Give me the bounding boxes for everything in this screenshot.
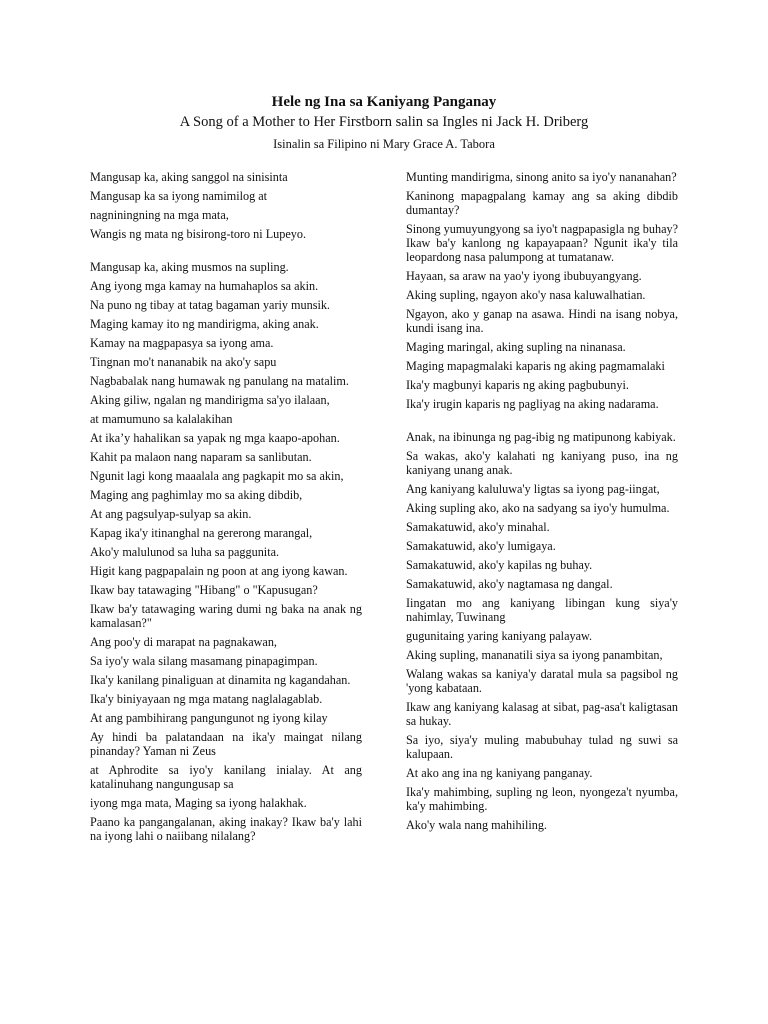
poem-line: At ang pambihirang pangungunot ng iyong kilay (90, 711, 328, 725)
poem-line: At ang pagsulyap-sulyap sa akin. (90, 507, 252, 521)
poem-line: Sa iyo, siya'y muling mabubuhay tulad ng suwi sa kalupaan. (406, 733, 678, 761)
poem-line: Ika'y kanilang pinaliguan at dinamita ng kagandahan. (90, 673, 351, 687)
poem-line: Ngunit lagi kong maaalala ang pagkapit mo sa akin, (90, 469, 344, 483)
poem-line: Sa iyo'y wala silang masamang pinapagimpan. (90, 654, 318, 668)
poem-line: Ika'y biniyayaan ng mga matang naglalagablab. (90, 692, 323, 706)
poem-line: Ikaw ang kaniyang kalasag at sibat, pag-asa't kaligtasan sa hukay. (406, 700, 678, 728)
poem-line: Kaninong mapagpalang kamay ang sa aking dibdib dumantay? (406, 189, 678, 217)
poem-line: Ika'y mahimbing, supling ng leon, nyongeza't nyumba, ka'y mahimbing. (406, 785, 678, 813)
poem-line: Ang poo'y di marapat na pagnakawan, (90, 635, 277, 649)
poem-line: Kapag ika'y itinanghal na gererong marangal, (90, 526, 313, 540)
stanza-break (406, 416, 678, 430)
poem-line: Ako'y wala nang mahihiling. (406, 818, 547, 832)
poem-line: Ay hindi ba palatandaan na ika'y maingat nilang pinanday? Yaman ni Zeus (90, 730, 362, 758)
translator-credit: Isinalin sa Filipino ni Mary Grace A. Tabora (273, 137, 495, 151)
poem-line: Maging ang paghimlay mo sa aking dibdib, (90, 488, 303, 502)
poem-line: At ako ang ina ng kaniyang panganay. (406, 766, 593, 780)
poem-line: Aking giliw, ngalan ng mandirigma sa'yo ilalaan, (90, 393, 330, 407)
poem-line: Maging mapagmalaki kaparis ng aking pagmamalaki (406, 359, 665, 373)
poem-line: Maging kamay ito ng mandirigma, aking anak. (90, 317, 319, 331)
poem-line: Ika'y irugin kaparis ng pagliyag na aking nadarama. (406, 397, 659, 411)
poem-line: Ikaw ba'y tatawaging waring dumi ng baka na anak ng kamalasan?" (90, 602, 362, 630)
poem-line: Samakatuwid, ako'y lumigaya. (406, 539, 556, 553)
poem-line: Ngayon, ako y ganap na asawa. Hindi na isang nobya, kundi isang ina. (406, 307, 678, 335)
poem-line: Anak, na ibinunga ng pag-ibig ng matipunong kabiyak. (406, 430, 676, 444)
poem-line: Mangusap ka, aking musmos na supling. (90, 260, 289, 274)
poem-line: Samakatuwid, ako'y nagtamasa ng dangal. (406, 577, 613, 591)
poem-line: Hayaan, sa araw na yao'y iyong ibubuyangyang. (406, 269, 642, 283)
poem-line: Walang wakas sa kaniya'y daratal mula sa pagsibol ng 'yong kabataan. (406, 667, 678, 695)
left-column (90, 170, 362, 848)
poem-line: Ang kaniyang kaluluwa'y ligtas sa iyong pag-iingat, (406, 482, 660, 496)
poem-line: Paano ka pangangalanan, aking inakay? Ikaw ba'y lahi na iyong lahi o naiibang nilalang? (90, 815, 362, 843)
poem-line: Wangis ng mata ng bisirong-toro ni Lupeyo. (90, 227, 306, 241)
poem-line: Kamay na magpapasya sa iyong ama. (90, 336, 274, 350)
poem-line: gugunitaing yaring kaniyang palayaw. (406, 629, 593, 643)
stanza-break (90, 246, 362, 260)
poem-line: Samakatuwid, ako'y minahal. (406, 520, 550, 534)
poem-line: Mangusap ka sa iyong namimilog at (90, 189, 268, 203)
document-title: Hele ng Ina sa Kaniyang Panganay (271, 94, 497, 110)
poem-line: Sinong yumuyungyong sa iyo't nagpapasigla ng buhay? Ikaw ba'y kanlong ng kapayapaan? Ngunit ika'y tila leopardong nasa palumpong at tumatanaw. (406, 222, 678, 264)
poem-line: Munting mandirigma, sinong anito sa iyo'y nananahan? (406, 170, 677, 184)
poem-line: Sa wakas, ako'y kalahati ng kaniyang puso, ina ng kaniyang unang anak. (406, 449, 678, 477)
poem-line: Iingatan mo ang kaniyang libingan kung siya'y nahimlay, Tuwinang (406, 596, 678, 624)
poem-line: Nagbabalak nang humawak ng panulang na matalim. (90, 374, 349, 388)
poem-line: Ikaw bay tatawaging "Hibang" o "Kapusugan? (90, 583, 318, 597)
poem-line: Ika'y magbunyi kaparis ng aking pagbubunyi. (406, 378, 629, 392)
poem-line: nagniningning na mga mata, (90, 208, 229, 222)
poem-line: Mangusap ka, aking sanggol na sinisinta (90, 170, 288, 184)
right-column (406, 170, 678, 837)
poem-line: Ang iyong mga kamay na humahaplos sa akin. (90, 279, 319, 293)
poem-line: at Aphrodite sa iyo'y kanilang inialay. At ang katalinuhang nangungusap sa (90, 763, 362, 791)
poem-line: Tingnan mo't nananabik na ako'y sapu (90, 355, 277, 369)
poem-line: Samakatuwid, ako'y kapilas ng buhay. (406, 558, 593, 572)
poem-line: At ika’y hahalikan sa yapak ng mga kaapo-apohan. (90, 431, 340, 445)
poem-line: Aking supling, mananatili siya sa iyong panambitan, (406, 648, 663, 662)
poem-line: iyong mga mata, Maging sa iyong halakhak. (90, 796, 307, 810)
poem-line: Aking supling, ngayon ako'y nasa kaluwalhatian. (406, 288, 646, 302)
poem-line: Na puno ng tibay at tatag bagaman yariy munsik. (90, 298, 330, 312)
poem-line: Ako'y malulunod sa luha sa paggunita. (90, 545, 280, 559)
poem-line: at mamumuno sa kalalakihan (90, 412, 233, 426)
document-subtitle: A Song of a Mother to Her Firstborn salin sa Ingles ni Jack H. Driberg (179, 114, 589, 130)
poem-line: Aking supling ako, ako na sadyang sa iyo'y humulma. (406, 501, 670, 515)
poem-line: Maging maringal, aking supling na ninanasa. (406, 340, 626, 354)
poem-line: Higit kang pagpapalain ng poon at ang iyong kawan. (90, 564, 348, 578)
poem-line: Kahit pa malaon nang naparam sa sanlibutan. (90, 450, 312, 464)
